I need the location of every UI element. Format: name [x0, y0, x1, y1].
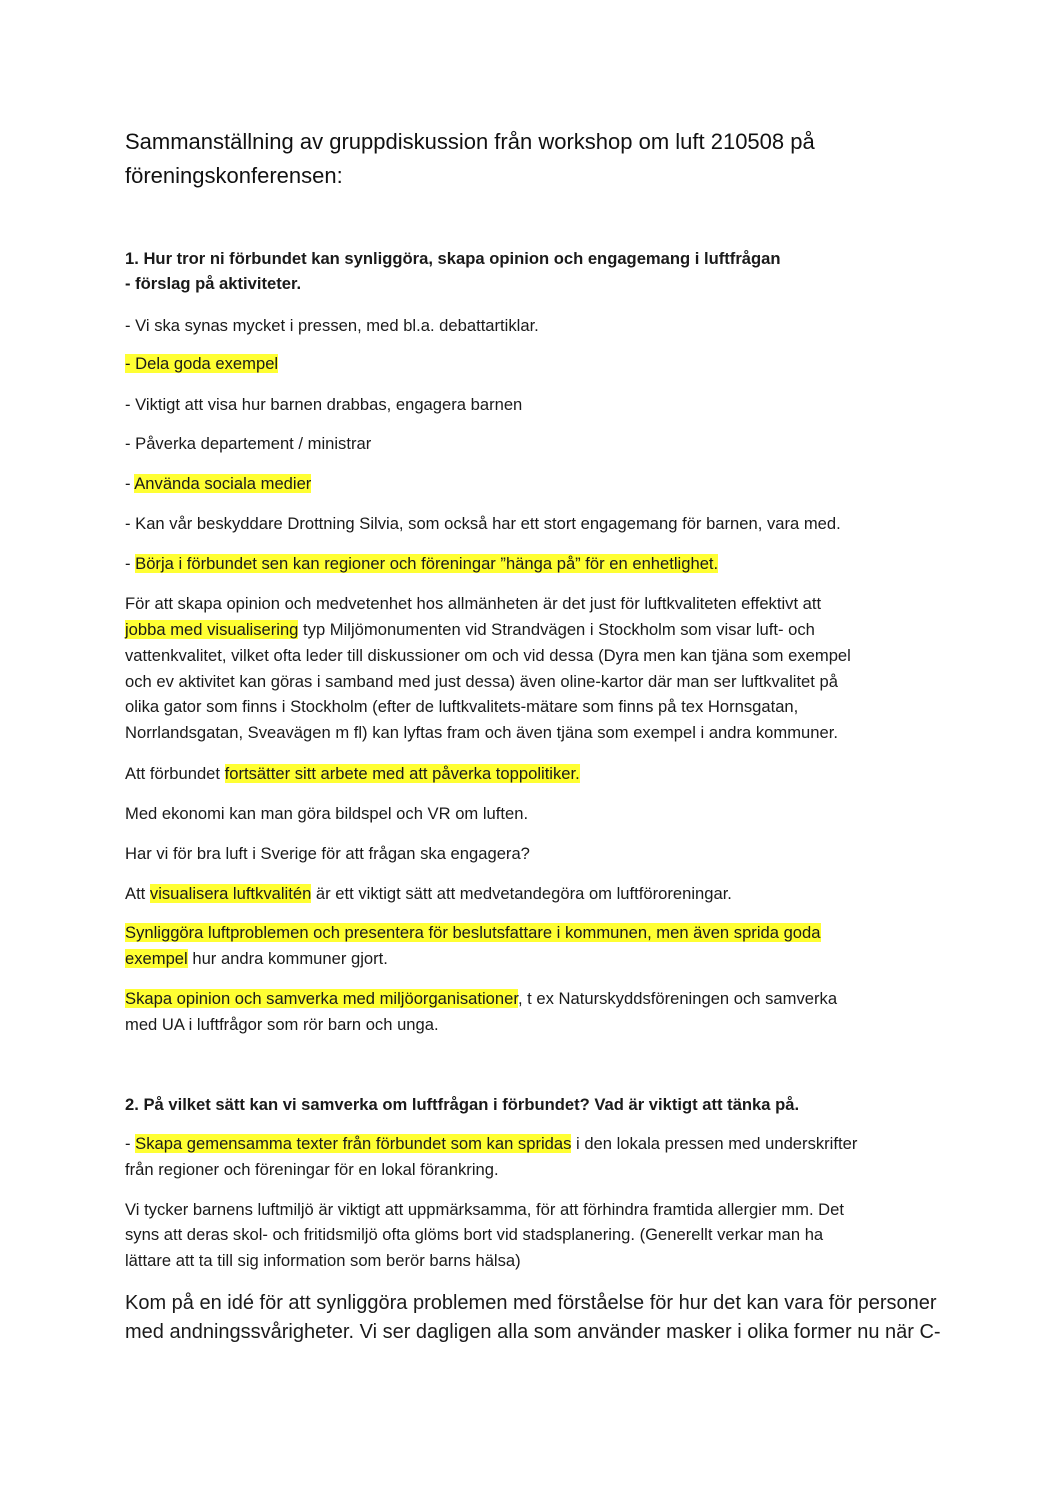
- paragraph-visualise-quality: [125, 881, 732, 907]
- section1-subheading: - förslag på aktiviteter.: [125, 274, 302, 293]
- paragraph-visualisation-line-2: [125, 617, 815, 643]
- highlight: fortsätter sitt arbete med att påverka toppolitiker.: [224, 764, 580, 783]
- section1-heading: 1. Hur tror ni förbundet kan synliggöra, skapa opinion och engagemang i luftfrågan: [125, 249, 781, 268]
- paragraph-visualisation-line-6: Norrlandsgatan, Sveavägen m fl) kan lyftas fram och även tjäna som exempel i andra kommuner.: [125, 723, 838, 742]
- section1-bullet-patron: - Kan vår beskyddare Drottning Silvia, som också har ett stort engagemang för barnen, vara med.: [125, 514, 841, 533]
- text-run: typ Miljömonumenten vid Strandvägen i Stockholm som visar luft- och: [298, 620, 815, 639]
- paragraph-organisations-line-1: [125, 986, 837, 1012]
- text-run: Att: [125, 884, 150, 903]
- section2-children-line-2: syns att deras skol- och fritidsmiljö ofta glöms bort vid stadsplanering. (Generellt verkar man ha: [125, 1225, 824, 1244]
- section2-idea-line-2: med andningssvårigheter. Vi ser dagligen alla som använder masker i olika former nu när C-: [125, 1321, 941, 1343]
- paragraph-visualisation-line-3: vattenkvalitet, vilket ofta leder till diskussioner om och vid dessa (Dyra men kan tjäna som exempel: [125, 646, 851, 665]
- text-run: Att förbundet: [125, 764, 225, 783]
- bullet-prefix: -: [125, 554, 136, 573]
- section1-bullet-children: - Viktigt att visa hur barnen drabbas, engagera barnen: [125, 395, 523, 414]
- document-title-line-1: Sammanställning av gruppdiskussion från workshop om luft 210508 på: [125, 129, 815, 154]
- text-run: -: [125, 1134, 136, 1153]
- paragraph-visualisation-line-1: För att skapa opinion och medvetenhet hos allmänheten är det just för luftkvaliteten effektivt att: [125, 594, 822, 613]
- section1-bullet-unity: [125, 551, 718, 577]
- highlight: Börja i förbundet sen kan regioner och föreningar ”hänga på” för en enhetlighet.: [135, 554, 719, 573]
- highlight: visualisera luftkvalitén: [149, 884, 312, 903]
- section2-idea-line-1: Kom på en idé för att synliggöra problemen med förståelse för hur det kan vara för personer: [125, 1292, 937, 1314]
- section2-children-line-1: Vi tycker barnens luftmiljö är viktigt att uppmärksamma, för att förhindra framtida allergier mm. Det: [125, 1200, 845, 1219]
- text-run: är ett viktigt sätt att medvetandegöra om luftföroreningar.: [311, 884, 732, 903]
- document-title-line-2: föreningskonferensen:: [125, 163, 343, 188]
- section1-bullet-ministers: - Påverka departement / ministrar: [125, 434, 372, 453]
- highlight: Synliggöra luftproblemen och presentera för beslutsfattare i kommunen, men även sprida goda: [125, 923, 821, 942]
- paragraph-decision-makers-line-2: [125, 946, 388, 972]
- paragraph-organisations-line-2: med UA i luftfrågor som rör barn och unga.: [125, 1015, 439, 1034]
- text-run: , t ex Naturskyddsföreningen och samverka: [517, 989, 838, 1008]
- paragraph-economy: Med ekonomi kan man göra bildspel och VR om luften.: [125, 804, 529, 823]
- text-run: i den lokala pressen med underskrifter: [571, 1134, 858, 1153]
- section2-children-line-3: lättare att ta till sig information som berör barns hälsa): [125, 1251, 521, 1270]
- bullet-prefix: -: [125, 474, 135, 493]
- section1-bullet-examples: [125, 351, 278, 377]
- paragraph-decision-makers-line-1: [125, 920, 821, 946]
- section1-bullet-press: - Vi ska synas mycket i pressen, med bl.a. debattartiklar.: [125, 316, 539, 335]
- highlight: jobba med visualisering: [125, 620, 299, 639]
- text-run: hur andra kommuner gjort.: [187, 949, 388, 968]
- paragraph-good-air: Har vi för bra luft i Sverige för att frågan ska engagera?: [125, 844, 530, 863]
- paragraph-visualisation-line-4: och ev aktivitet kan göras i samband med just dessa) även oline-kartor där man ser luftkvalitet på: [125, 672, 838, 691]
- highlight: Skapa gemensamma texter från förbundet som kan spridas: [135, 1134, 572, 1153]
- section1-bullet-social-media: [125, 471, 311, 497]
- section2-heading: 2. På vilket sätt kan vi samverka om luftfrågan i förbundet? Vad är viktigt att tänka på.: [125, 1095, 800, 1114]
- highlight: exempel: [125, 949, 188, 968]
- paragraph-visualisation-line-5: olika gator som finns i Stockholm (efter de luftkvalitets-mätare som finns på tex Hornsgatan,: [125, 697, 799, 716]
- highlight: - Dela goda exempel: [125, 354, 279, 373]
- paragraph-toppolitiker: [125, 761, 580, 787]
- section2-texts-line-1: [125, 1131, 857, 1157]
- highlight: Använda sociala medier: [134, 474, 312, 493]
- highlight: Skapa opinion och samverka med miljöorganisationer: [125, 989, 518, 1008]
- section2-texts-line-2: från regioner och föreningar för en lokal förankring.: [125, 1160, 499, 1179]
